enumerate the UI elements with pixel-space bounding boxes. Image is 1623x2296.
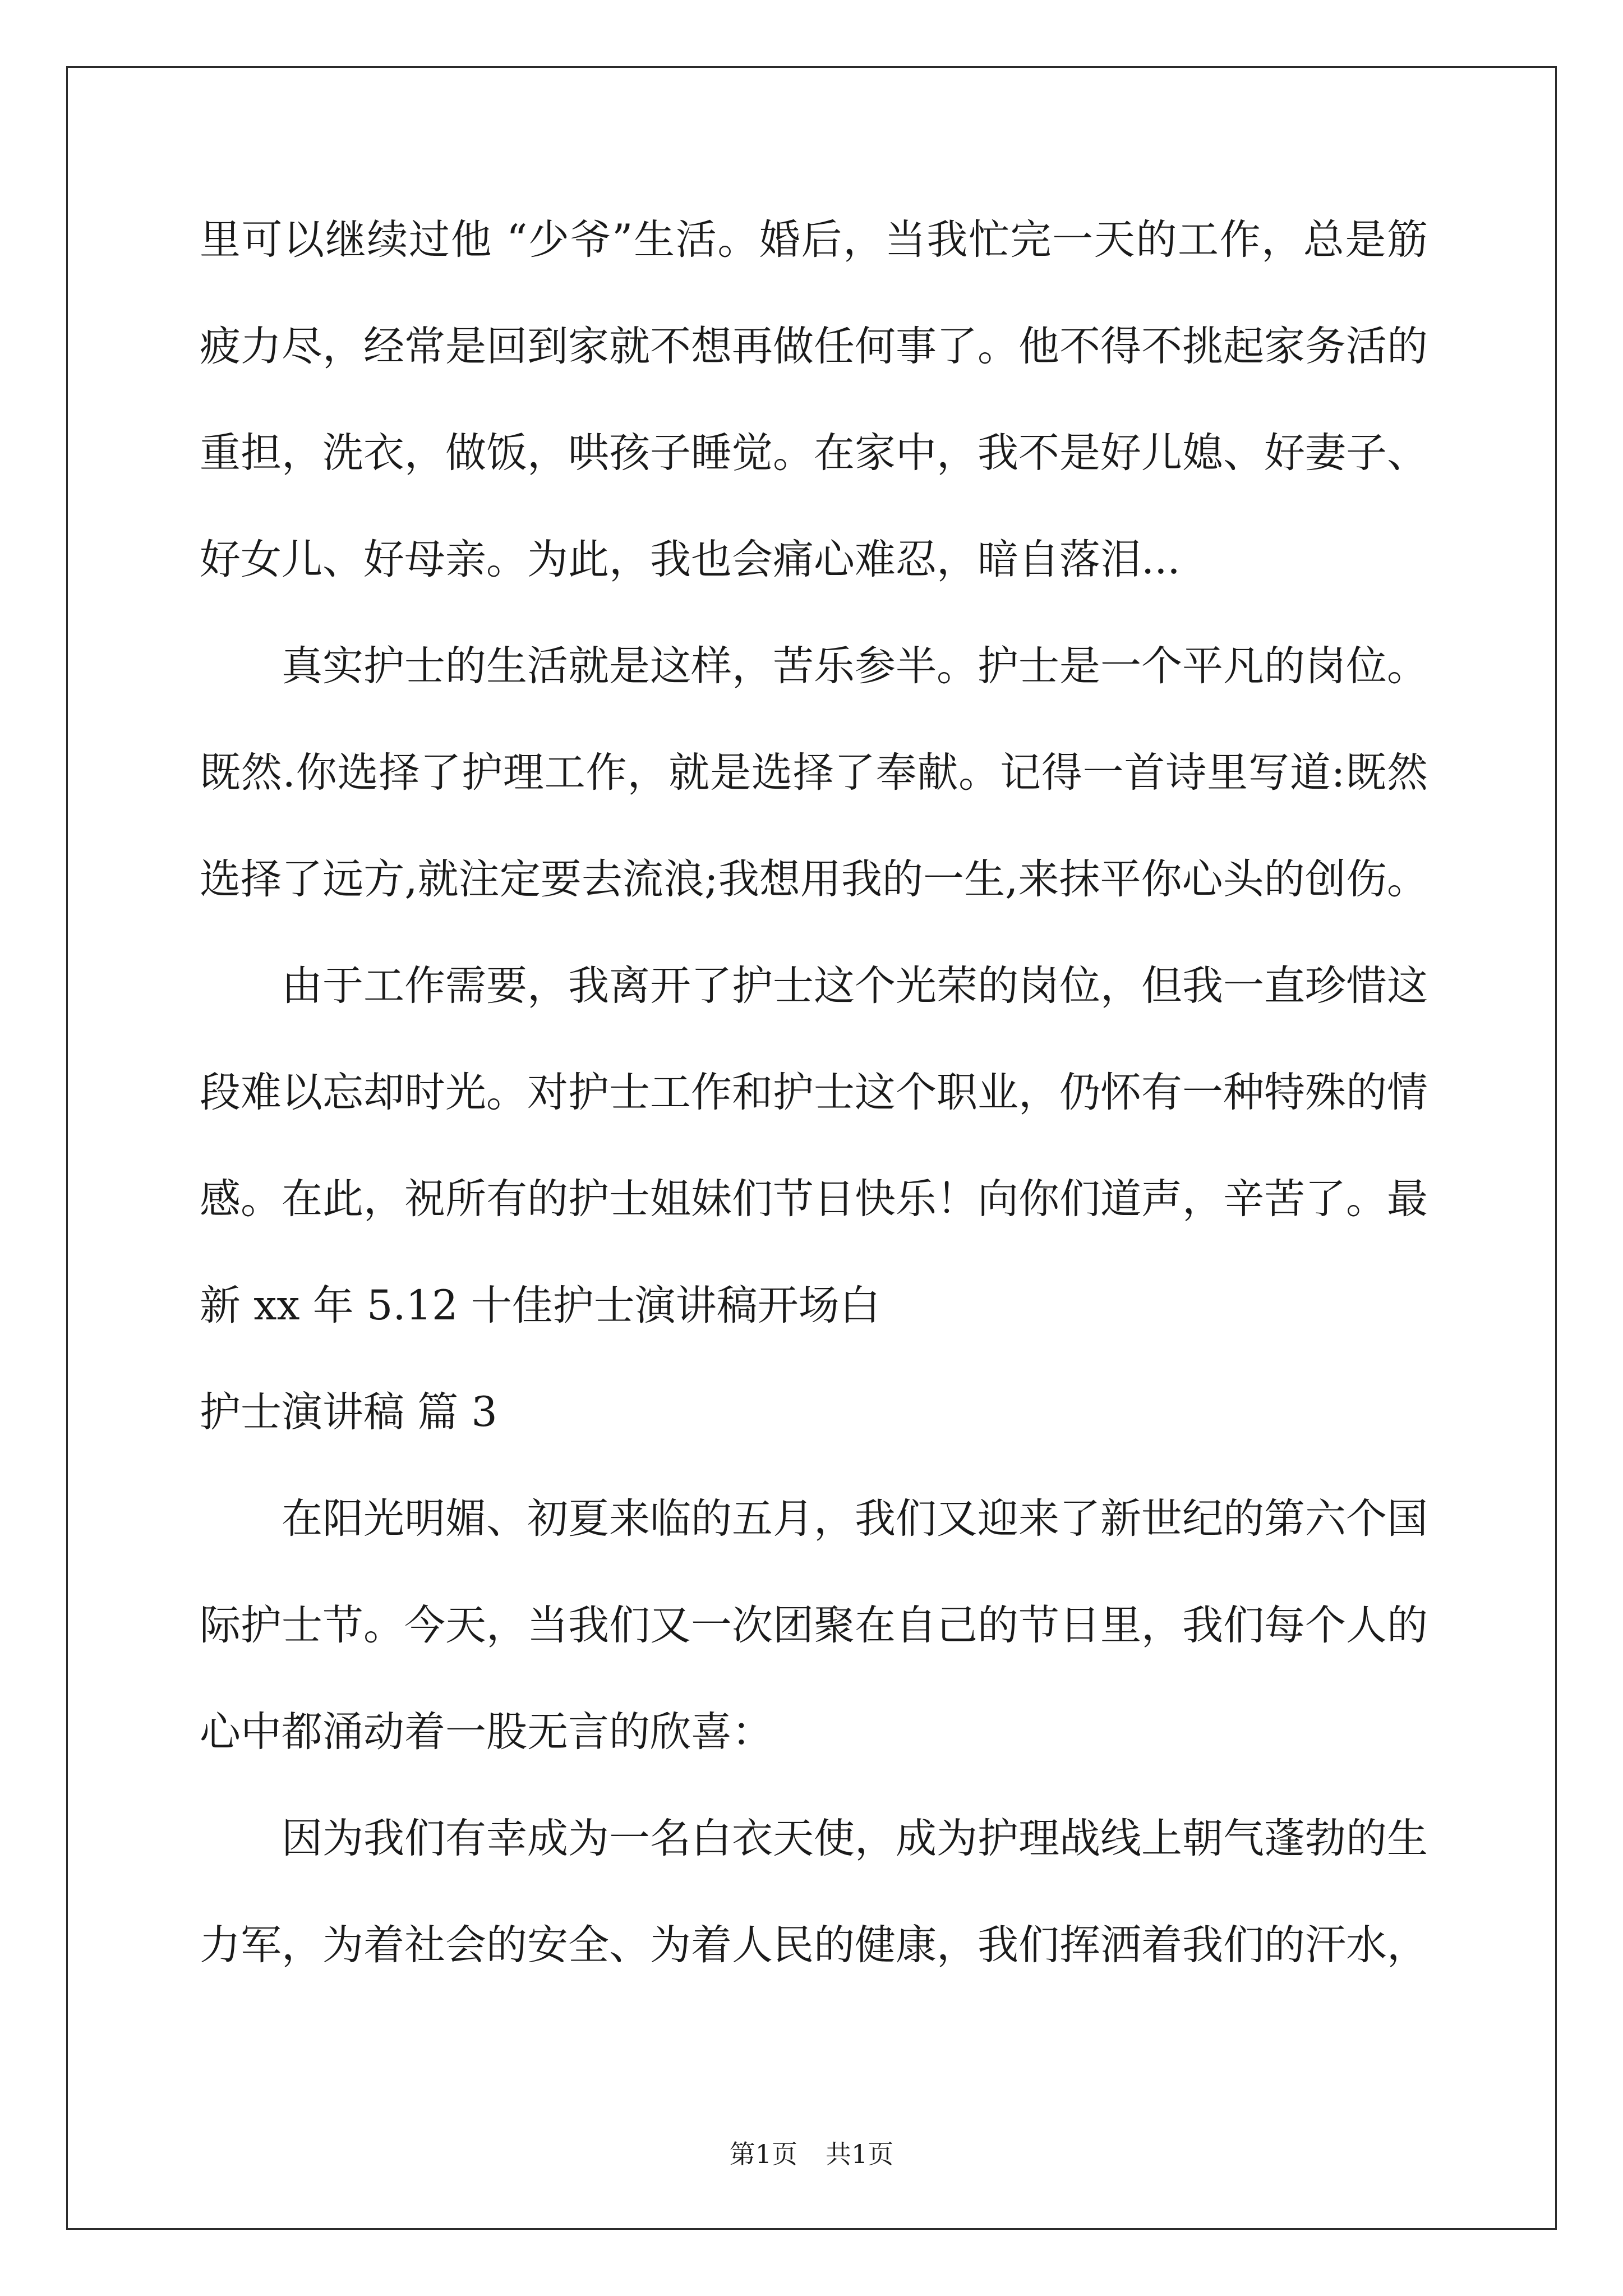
text-line: 重担，洗衣，做饭，哄孩子睡觉。在家中，我不是好儿媳、好妻子、: [200, 429, 1428, 477]
text-line: 由于工作需要，我离开了护士这个光荣的岗位，但我一直珍惜这: [282, 962, 1428, 1010]
text-line: 际护士节。今天，当我们又一次团聚在自己的节日里，我们每个人的: [200, 1602, 1428, 1649]
page-footer: [0, 2137, 1623, 2171]
total-page-count: 共1页: [826, 2139, 894, 2169]
text-line: 段难以忘却时光。对护士工作和护士这个职业，仍怀有一种特殊的情: [200, 1069, 1428, 1116]
text-line: 疲力尽，经常是回到家就不想再做任何事了。他不得不挑起家务活的: [200, 323, 1428, 370]
text-line: 既然.你选择了护理工作，就是选择了奉献。记得一首诗里写道:既然: [200, 749, 1428, 797]
text-line: 在阳光明媚、初夏来临的五月，我们又迎来了新世纪的第六个国: [282, 1495, 1428, 1543]
text-line: 感。在此，祝所有的护士姐妹们节日快乐！向你们道声，辛苦了。最: [200, 1175, 1428, 1223]
text-line: 选择了远方,就注定要去流浪;我想用我的一生,来抹平你心头的创伤。: [200, 855, 1428, 903]
text-line: 真实护士的生活就是这样，苦乐参半。护士是一个平凡的岗位。: [282, 642, 1428, 690]
text-line: 里可以继续过他 “少爷”生活。婚后，当我忙完一天的工作，总是筋: [200, 216, 1428, 264]
text-line: 护士演讲稿 篇 3: [200, 1388, 497, 1436]
text-line: 力军，为着社会的安全、为着人民的健康，我们挥洒着我们的汗水，: [200, 1921, 1428, 1969]
text-line: 因为我们有幸成为一名白衣天使，成为护理战线上朝气蓬勃的生: [282, 1815, 1428, 1862]
text-line: 心中都涌动着一股无言的欣喜：: [200, 1708, 773, 1756]
text-line: 好女儿、好母亲。为此，我也会痛心难忍，暗自落泪...: [200, 536, 1181, 583]
document-body: [200, 213, 1428, 2025]
text-line: 新 xx 年 5.12 十佳护士演讲稿开场白: [200, 1282, 880, 1329]
current-page-number: 第1页: [729, 2139, 797, 2169]
